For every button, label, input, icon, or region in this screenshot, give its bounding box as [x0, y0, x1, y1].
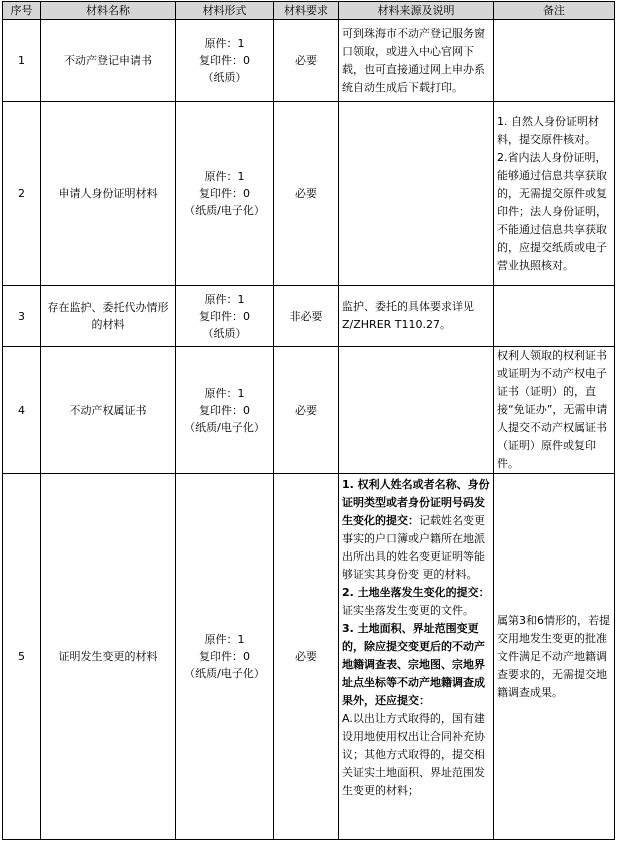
row-name: 证明发生变更的材料 — [41, 474, 176, 840]
row-name: 不动产登记申请书 — [41, 20, 176, 102]
row-form — [176, 286, 274, 347]
row-form — [176, 20, 274, 102]
source-item — [342, 476, 490, 584]
header-name: 材料名称 — [41, 2, 176, 20]
row-note: 属第3和6情形的，若提交用地发生变更的批准文件满足不动产地籍调查要求的，无需提交地籍调查成果。 — [494, 474, 615, 840]
form-original: 原件：1 — [204, 386, 245, 400]
row-no: 5 — [3, 474, 41, 840]
row-source: 可到珠海市不动产登记服务窗口领取，或进入中心官网下载，也可直接通过网上申办系统自动生成后下载打印。 — [339, 20, 494, 102]
form-copy: 复印件：0 — [199, 187, 250, 200]
form-copy: 复印件：0 — [199, 54, 250, 67]
form-medium: （纸质/电子化） — [184, 204, 265, 217]
row-form — [176, 347, 274, 474]
row-form — [176, 102, 274, 286]
header-requirement: 材料要求 — [274, 2, 339, 20]
row-name: 不动产权属证书 — [41, 347, 176, 474]
header-source: 材料来源及说明 — [339, 2, 494, 20]
row-note — [494, 102, 615, 286]
row-name: 申请人身份证明材料 — [41, 102, 176, 286]
header-no: 序号 — [3, 2, 41, 20]
row-note: 权利人领取的权利证书或证明为不动产权电子证书（证明）的，直接“免证办”，无需申请人提交不动产权属证书（证明）原件或复印件。 — [494, 347, 615, 474]
source-item — [342, 584, 490, 620]
header-form: 材料形式 — [176, 2, 274, 20]
row-requirement: 必要 — [274, 102, 339, 286]
row-note — [494, 20, 615, 102]
row-requirement: 必要 — [274, 347, 339, 474]
row-source — [339, 347, 494, 474]
materials-table — [2, 1, 615, 840]
form-medium: （纸质/电子化） — [184, 420, 265, 434]
source-item — [342, 710, 490, 800]
note-item: 2.省内法人身份证明，能够通过信息共享获取的，无需提交原件或复印件；法人身份证明，不能通过信息共享获取的，应提交纸质或电子营业执照核对。 — [497, 150, 607, 272]
table-row — [3, 347, 615, 474]
form-medium: （纸质/电子化） — [184, 667, 265, 680]
form-original: 原件：1 — [204, 170, 245, 183]
source-item-text: 记载姓名变更事实的户口簿或户籍所在地派出所出具的姓名变更证明等能够证实其身份变 更的材料。 — [342, 514, 485, 581]
table-row — [3, 102, 615, 286]
source-item-bold: 2. 土地坐落发生变化的提交： — [342, 586, 490, 599]
form-copy: 复印件：0 — [199, 403, 250, 417]
form-medium: （纸质） — [202, 71, 247, 84]
form-copy: 复印件：0 — [199, 309, 250, 323]
row-no: 2 — [3, 102, 41, 286]
table-header-row — [3, 2, 615, 20]
source-item-text: 证实坐落发生变更的文件。 — [342, 604, 474, 617]
row-note — [494, 286, 615, 347]
row-requirement: 必要 — [274, 474, 339, 840]
note-item: 1. 自然人身份证明材料，提交原件核对。 — [497, 114, 599, 146]
row-source — [339, 102, 494, 286]
row-no: 4 — [3, 347, 41, 474]
table-row — [3, 474, 615, 840]
header-note: 备注 — [494, 2, 615, 20]
source-item-text: A.以出让方式取得的，国有建设用地使用权出让合同补充协议；其他方式取得的，提交相关证实土地面积、界址范围发生变更的材料； — [342, 712, 485, 797]
row-no: 3 — [3, 286, 41, 347]
source-item-bold: 3. 土地面积、界址范围变更的，除应提交变更后的不动产地籍调查表、宗地图、宗地界址点坐标等不动产地籍调查成果外，还应提交： — [342, 622, 485, 707]
row-name: 存在监护、委托代办情形的材料 — [41, 286, 176, 347]
table-row — [3, 286, 615, 347]
form-original: 原件：1 — [204, 633, 245, 646]
row-requirement: 必要 — [274, 20, 339, 102]
row-requirement: 非必要 — [274, 286, 339, 347]
form-medium: （纸质） — [202, 326, 247, 340]
source-item — [342, 620, 490, 710]
form-copy: 复印件：0 — [199, 650, 250, 663]
table-row — [3, 20, 615, 102]
row-source — [339, 474, 494, 840]
row-no: 1 — [3, 20, 41, 102]
form-original: 原件：1 — [204, 37, 245, 50]
source-item-bold: 1. 权利人姓名或者名称、身份证明类型或者身份证明号码发生变化的提交： — [342, 478, 490, 527]
form-original: 原件：1 — [204, 292, 245, 306]
row-form — [176, 474, 274, 840]
row-source: 监护、委托的具体要求详见Z/ZHRER T110.27。 — [339, 286, 494, 347]
